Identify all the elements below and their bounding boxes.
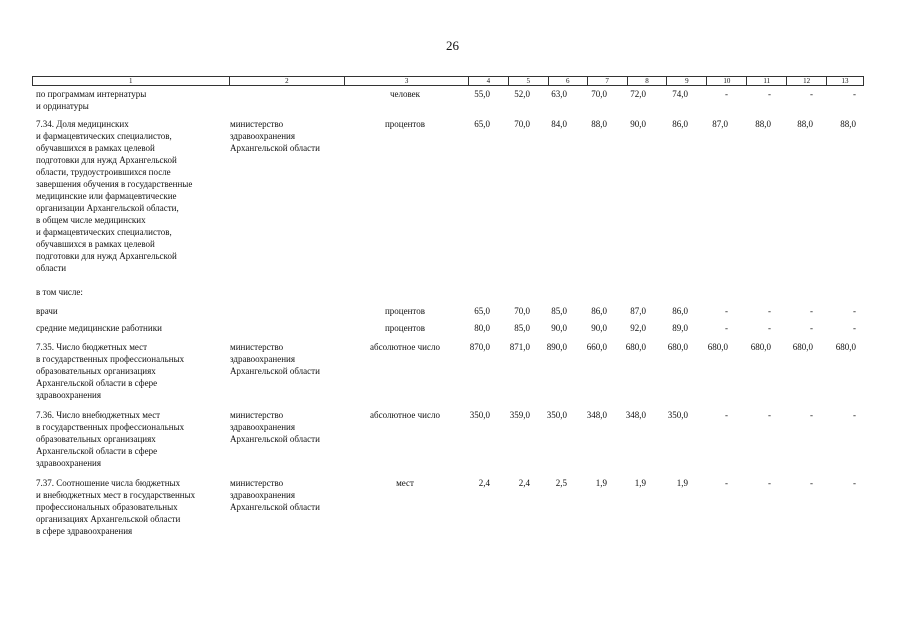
value-cell: - — [725, 323, 728, 333]
value-cell: - — [725, 306, 728, 316]
indicator-name-line: и ординатуры — [36, 101, 89, 111]
value-cell: - — [725, 478, 728, 488]
indicator-name-line: обучавшихся в рамках целевой — [36, 239, 155, 249]
value-cell: - — [853, 410, 856, 420]
indicator-name-line: 7.35. Число бюджетных мест — [36, 342, 148, 352]
header-cell: 6 — [548, 77, 587, 85]
indicator-name-line: в сфере здравоохранения — [36, 526, 133, 536]
header-cell: 12 — [786, 77, 826, 85]
header-cell: 2 — [229, 77, 345, 85]
value-cell: 70,0 — [591, 89, 607, 99]
indicator-name-line: по программам интернатуры — [36, 89, 147, 99]
indicator-name-line: подготовки для нужд Архангельской — [36, 155, 177, 165]
value-cell: 680,0 — [750, 342, 771, 352]
value-cell: 92,0 — [630, 323, 646, 333]
unit-cell: процентов — [384, 306, 425, 316]
value-cell: 350,0 — [469, 410, 490, 420]
value-cell: 2,4 — [518, 478, 530, 488]
value-cell: 87,0 — [712, 119, 728, 129]
responsible-org-line: Архангельской области — [230, 366, 320, 376]
value-cell: 90,0 — [591, 323, 607, 333]
value-cell: 680,0 — [792, 342, 813, 352]
indicator-name-line: медицинские или фармацевтические — [36, 191, 177, 201]
value-cell: 359,0 — [509, 410, 530, 420]
indicator-name-line: Архангельской области в сфере — [36, 378, 158, 388]
indicator-name-line: образовательных организациях — [36, 366, 156, 376]
indicator-name-line: 7.34. Доля медицинских — [36, 119, 129, 129]
header-cell: 3 — [344, 77, 468, 85]
indicator-name-line: и фармацевтических специалистов, — [36, 227, 172, 237]
value-cell: 63,0 — [551, 89, 567, 99]
indicator-name-line: Архангельской области в сфере — [36, 446, 158, 456]
responsible-org-line: здравоохранения — [230, 490, 296, 500]
responsible-org-line: здравоохранения — [230, 354, 296, 364]
header-cell: 9 — [666, 77, 706, 85]
value-cell: - — [853, 306, 856, 316]
value-cell: 680,0 — [667, 342, 688, 352]
value-cell: - — [853, 323, 856, 333]
value-cell: 80,0 — [474, 323, 490, 333]
indicator-name-line: в государственных профессиональных — [36, 354, 185, 364]
responsible-org-line: Архангельской области — [230, 434, 320, 444]
responsible-org-line: здравоохранения — [230, 131, 296, 141]
value-cell: - — [768, 478, 771, 488]
value-cell: - — [810, 89, 813, 99]
responsible-org-line: министерство — [230, 478, 284, 488]
indicator-name-line: и внебюджетных мест в государственных — [36, 490, 196, 500]
value-cell: 88,0 — [591, 119, 607, 129]
value-cell: 86,0 — [591, 306, 607, 316]
value-cell: 65,0 — [474, 306, 490, 316]
value-cell: - — [853, 478, 856, 488]
value-cell: 74,0 — [672, 89, 688, 99]
indicator-name-line: области — [36, 263, 67, 273]
value-cell: 88,0 — [797, 119, 813, 129]
value-cell: 348,0 — [586, 410, 607, 420]
value-cell: 70,0 — [514, 119, 530, 129]
value-cell: 90,0 — [551, 323, 567, 333]
header-cell: 4 — [468, 77, 508, 85]
indicator-name-line: врачи — [36, 306, 58, 316]
responsible-org-line: министерство — [230, 119, 284, 129]
indicator-name-line: в государственных профессиональных — [36, 422, 185, 432]
value-cell: 85,0 — [514, 323, 530, 333]
value-cell: 890,0 — [546, 342, 567, 352]
value-cell: - — [810, 323, 813, 333]
indicator-name-line: в общем числе медицинских — [36, 215, 146, 225]
value-cell: 84,0 — [551, 119, 567, 129]
value-cell: 2,5 — [555, 478, 567, 488]
responsible-org-line: Архангельской области — [230, 143, 320, 153]
value-cell: 85,0 — [551, 306, 567, 316]
indicator-name-line: в том числе: — [36, 287, 83, 297]
value-cell: 680,0 — [707, 342, 728, 352]
indicator-name-line: организациях Архангельской области — [36, 514, 181, 524]
value-cell: 65,0 — [474, 119, 490, 129]
indicator-name-line: образовательных организациях — [36, 434, 156, 444]
value-cell: 680,0 — [625, 342, 646, 352]
value-cell: 89,0 — [672, 323, 688, 333]
value-cell: 871,0 — [509, 342, 530, 352]
indicator-name-line: средние медицинские работники — [36, 323, 162, 333]
indicator-name-line: здравоохранения — [36, 390, 102, 400]
value-cell: 680,0 — [835, 342, 856, 352]
value-cell: - — [768, 323, 771, 333]
indicator-name-line: 7.37. Соотношение числа бюджетных — [36, 478, 181, 488]
responsible-org-line: Архангельской области — [230, 502, 320, 512]
indicator-name-line: профессиональных образовательных — [36, 502, 178, 512]
indicator-name-line: обучавшихся в рамках целевой — [36, 143, 155, 153]
value-cell: - — [725, 89, 728, 99]
value-cell: 350,0 — [667, 410, 688, 420]
indicator-name-line: области, трудоустроившихся после — [36, 167, 171, 177]
value-cell: - — [768, 410, 771, 420]
value-cell: 90,0 — [630, 119, 646, 129]
indicator-name-line: завершения обучения в государственные — [36, 179, 193, 189]
responsible-org-line: здравоохранения — [230, 422, 296, 432]
header-cell: 1 — [129, 77, 133, 85]
value-cell: 660,0 — [586, 342, 607, 352]
value-cell: - — [810, 478, 813, 488]
value-cell: 1,9 — [634, 478, 646, 488]
header-cell: 11 — [746, 77, 786, 85]
header-cell: 7 — [587, 77, 627, 85]
value-cell: 348,0 — [625, 410, 646, 420]
header-cell: 10 — [706, 77, 746, 85]
header-cell: 13 — [826, 77, 863, 85]
value-cell: 88,0 — [840, 119, 856, 129]
indicator-name-line: подготовки для нужд Архангельской — [36, 251, 177, 261]
value-cell: 2,4 — [478, 478, 490, 488]
value-cell: 70,0 — [514, 306, 530, 316]
value-cell: - — [768, 89, 771, 99]
value-cell: - — [768, 306, 771, 316]
header-cell: 5 — [508, 77, 548, 85]
value-cell: 1,9 — [595, 478, 607, 488]
value-cell: - — [725, 410, 728, 420]
value-cell: 86,0 — [672, 306, 688, 316]
value-cell: 87,0 — [630, 306, 646, 316]
value-cell: 52,0 — [514, 89, 530, 99]
value-cell: 72,0 — [630, 89, 646, 99]
unit-cell: мест — [396, 478, 414, 488]
value-cell: - — [810, 410, 813, 420]
page-number: 26 — [446, 38, 459, 53]
value-cell: 88,0 — [755, 119, 771, 129]
value-cell: 870,0 — [469, 342, 490, 352]
unit-cell: человек — [389, 89, 421, 99]
value-cell: 55,0 — [474, 89, 490, 99]
unit-cell: абсолютное число — [370, 342, 440, 352]
indicator-name-line: 7.36. Число внебюджетных мест — [36, 410, 161, 420]
value-cell: 86,0 — [672, 119, 688, 129]
responsible-org-line: министерство — [230, 410, 284, 420]
indicator-name-line: и фармацевтических специалистов, — [36, 131, 172, 141]
unit-cell: процентов — [384, 323, 425, 333]
table-header-row — [32, 76, 864, 86]
indicator-name-line: организации Архангельской области, — [36, 203, 179, 213]
responsible-org-line: министерство — [230, 342, 284, 352]
unit-cell: процентов — [384, 119, 425, 129]
indicator-name-line: здравоохранения — [36, 458, 102, 468]
value-cell: - — [810, 306, 813, 316]
unit-cell: абсолютное число — [370, 410, 440, 420]
value-cell: 1,9 — [676, 478, 688, 488]
value-cell: - — [853, 89, 856, 99]
value-cell: 350,0 — [546, 410, 567, 420]
header-cell: 8 — [627, 77, 667, 85]
